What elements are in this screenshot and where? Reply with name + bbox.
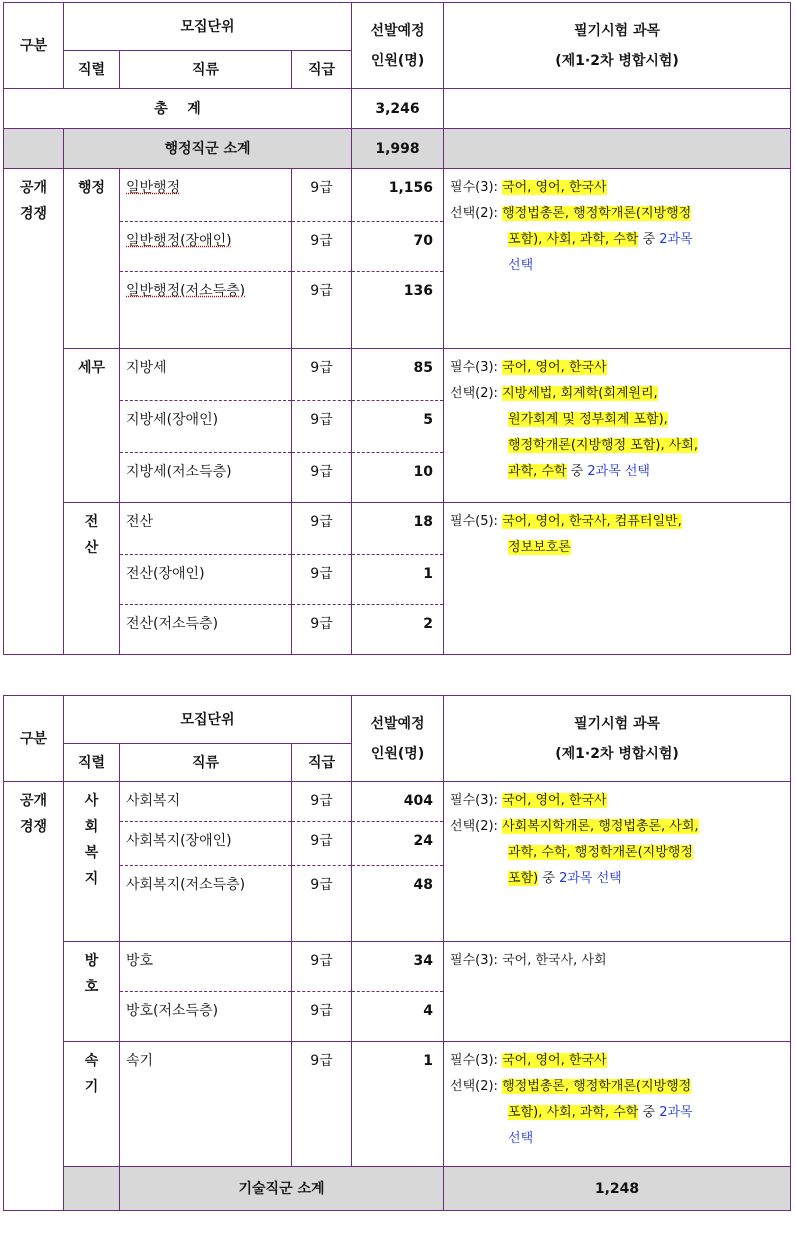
- category-cell: [4, 169, 64, 655]
- required-subjects: 국어, 영어, 한국사: [502, 793, 607, 808]
- total-subject: [444, 89, 791, 129]
- jikryu-cell: 지방세(저소득층): [120, 453, 292, 503]
- jikryu-cell: 전산(저소득층): [120, 605, 292, 655]
- elective-suffix: 중: [638, 1105, 660, 1120]
- jikryu-cell: 지방세: [120, 349, 292, 401]
- recruitment-table-1: [3, 2, 791, 655]
- subject-cell-haengjeong: [444, 169, 791, 349]
- grade-cell: 9급: [292, 503, 352, 555]
- required-label: 필수(3):: [450, 180, 503, 195]
- jikryu-cell: [120, 169, 292, 222]
- jikryu-cell: 사회복지(장애인): [120, 822, 292, 866]
- header-subject-line1: 필기시험 과목: [574, 715, 661, 732]
- grade-cell: 9급: [292, 992, 352, 1042]
- elective-line: 포함), 사회, 과학, 수학: [508, 1105, 639, 1120]
- count-cell: 2: [352, 605, 444, 655]
- grade-cell: 9급: [292, 453, 352, 503]
- grade-cell: 9급: [292, 349, 352, 401]
- elective-tail: 2과목: [659, 232, 693, 247]
- series-haengjeong: 행정: [64, 169, 120, 349]
- header-count: [352, 3, 444, 89]
- elective-label: 선택(2):: [450, 1079, 503, 1094]
- tech-subtotal-label: 기술직군 소계: [120, 1167, 444, 1211]
- elective-suffix: 중: [638, 232, 660, 247]
- series-social-welfare: [64, 782, 120, 942]
- count-cell: 1: [352, 1042, 444, 1167]
- grade-cell: 9급: [292, 555, 352, 605]
- count-cell: 34: [352, 942, 444, 992]
- header-jikgeup: 직급: [292, 51, 352, 89]
- required-label: 필수(3):: [450, 1053, 503, 1068]
- category-line1: 공개: [19, 793, 48, 809]
- required-subjects: 국어, 영어, 한국사, 컴퓨터일반,: [502, 514, 682, 529]
- grade-cell: 9급: [292, 272, 352, 349]
- subject-cell-jeonsan: [444, 503, 791, 655]
- series-char: 사: [84, 793, 99, 809]
- required-label: 필수(5):: [450, 514, 503, 529]
- jikryu-text: 일반행정: [126, 180, 181, 196]
- required-subjects: 국어, 영어, 한국사: [502, 360, 607, 375]
- jikryu-text: 일반행정(장애인): [126, 233, 232, 249]
- required-subjects: 국어, 영어, 한국사: [502, 180, 607, 195]
- header-subject-line2: (제1·2차 병합시험): [555, 52, 679, 69]
- total-count: 3,246: [352, 89, 444, 129]
- elective-tail2: 선택: [508, 258, 534, 273]
- jikryu-cell: 사회복지(저소득층): [120, 866, 292, 942]
- total-label: [4, 89, 352, 129]
- elective-tail2: 선택: [508, 1131, 534, 1146]
- elective-line: 행정법총론, 행정학개론(지방행정: [502, 206, 692, 221]
- count-cell: 70: [352, 222, 444, 272]
- header-mojip-unit: 모집단위: [64, 696, 352, 744]
- header-count-line2: 인원(명): [370, 52, 425, 69]
- tech-subtotal-blank: [64, 1167, 120, 1211]
- grade-cell: 9급: [292, 942, 352, 992]
- header-jikryu: 직류: [120, 51, 292, 89]
- header-subject: [444, 696, 791, 782]
- header-gubun: 구분: [4, 696, 64, 782]
- series-char: 호: [84, 979, 99, 995]
- header-subject-line2: (제1·2차 병합시험): [555, 745, 679, 762]
- header-jikryeol: 직렬: [64, 51, 120, 89]
- jikryu-cell: 지방세(장애인): [120, 401, 292, 453]
- subject-cell-sokgi: [444, 1042, 791, 1167]
- count-cell: 404: [352, 782, 444, 822]
- elective-label: 선택(2):: [450, 819, 503, 834]
- jikryu-cell: 속기: [120, 1042, 292, 1167]
- subject-cell-social-welfare: [444, 782, 791, 942]
- count-cell: 48: [352, 866, 444, 942]
- elective-tail: 2과목 선택: [559, 871, 622, 886]
- jikryu-cell: 사회복지: [120, 782, 292, 822]
- recruitment-table-2: [3, 695, 791, 1211]
- header-count-line2: 인원(명): [370, 745, 425, 762]
- jikryu-cell: 방호(저소득층): [120, 992, 292, 1042]
- count-cell: 85: [352, 349, 444, 401]
- series-semu: 세무: [64, 349, 120, 503]
- elective-tail: 2과목 선택: [587, 464, 650, 479]
- required-label: 필수(3):: [450, 360, 503, 375]
- count-cell: 24: [352, 822, 444, 866]
- elective-label: 선택(2):: [450, 386, 503, 401]
- series-char: 지: [84, 871, 99, 887]
- grade-cell: 9급: [292, 1042, 352, 1167]
- grade-cell: 9급: [292, 222, 352, 272]
- series-char: 방: [84, 953, 99, 969]
- count-cell: 1: [352, 555, 444, 605]
- elective-suffix: 중: [566, 464, 588, 479]
- header-subject-line1: 필기시험 과목: [574, 22, 661, 39]
- header-jikryu: 직류: [120, 744, 292, 782]
- grade-cell: 9급: [292, 822, 352, 866]
- jikryu-cell: [120, 222, 292, 272]
- header-jikryeol: 직렬: [64, 744, 120, 782]
- category-line1: 공개: [19, 180, 48, 196]
- header-count-line1: 선발예정: [370, 22, 425, 39]
- grade-cell: 9급: [292, 866, 352, 942]
- subject-cell-bangho: [444, 942, 791, 1042]
- elective-line: 포함): [508, 871, 539, 886]
- total-label-text: 총 계: [154, 100, 201, 117]
- required-subjects: 국어, 한국사, 사회: [502, 953, 607, 968]
- series-char: 산: [84, 540, 99, 556]
- series-char: 전: [84, 514, 99, 530]
- series-char: 기: [84, 1079, 99, 1095]
- elective-line: 원가회계 및 정부회계 포함),: [508, 412, 668, 427]
- required-label: 필수(3):: [450, 953, 503, 968]
- count-cell: 136: [352, 272, 444, 349]
- count-cell: 5: [352, 401, 444, 453]
- admin-subtotal-label: 행정직군 소계: [64, 129, 352, 169]
- admin-subtotal-subject: [444, 129, 791, 169]
- count-cell: 18: [352, 503, 444, 555]
- elective-line: 포함), 사회, 과학, 수학: [508, 232, 639, 247]
- header-gubun: 구분: [4, 3, 64, 89]
- elective-line: 행정학개론(지방행정 포함), 사회,: [508, 438, 698, 453]
- count-cell: 4: [352, 992, 444, 1042]
- series-jeonsan: [64, 503, 120, 655]
- jikryu-cell: 방호: [120, 942, 292, 992]
- series-char: 속: [84, 1053, 99, 1069]
- elective-line: 과학, 수학, 행정학개론(지방행정: [508, 845, 693, 860]
- header-subject: [444, 3, 791, 89]
- grade-cell: 9급: [292, 782, 352, 822]
- header-mojip-unit: 모집단위: [64, 3, 352, 51]
- required-subjects: 정보보호론: [508, 540, 571, 555]
- elective-line: 과학, 수학: [508, 464, 567, 479]
- elective-label: 선택(2):: [450, 206, 503, 221]
- elective-tail: 2과목: [659, 1105, 693, 1120]
- jikryu-text: 일반행정(저소득층): [126, 283, 246, 299]
- tech-subtotal-count: 1,248: [444, 1167, 791, 1211]
- admin-subtotal-count: 1,998: [352, 129, 444, 169]
- jikryu-cell: 전산: [120, 503, 292, 555]
- header-jikgeup: 직급: [292, 744, 352, 782]
- grade-cell: 9급: [292, 169, 352, 222]
- header-count: [352, 696, 444, 782]
- category-line2: 경쟁: [19, 819, 48, 835]
- elective-line: 지방세법, 회계학(회계원리,: [502, 386, 658, 401]
- jikryu-cell: 전산(장애인): [120, 555, 292, 605]
- elective-line: 사회복지학개론, 행정법총론, 사회,: [502, 819, 699, 834]
- required-label: 필수(3):: [450, 793, 503, 808]
- required-subjects: 국어, 영어, 한국사: [502, 1053, 607, 1068]
- count-cell: 10: [352, 453, 444, 503]
- subject-cell-semu: [444, 349, 791, 503]
- count-cell: 1,156: [352, 169, 444, 222]
- header-count-line1: 선발예정: [370, 715, 425, 732]
- series-banghо: [64, 942, 120, 1042]
- elective-line: 행정법총론, 행정학개론(지방행정: [502, 1079, 692, 1094]
- series-sokgi: [64, 1042, 120, 1167]
- grade-cell: 9급: [292, 605, 352, 655]
- series-char: 복: [84, 845, 99, 861]
- category-line2: 경쟁: [19, 206, 48, 222]
- grade-cell: 9급: [292, 401, 352, 453]
- elective-suffix: 중: [538, 871, 560, 886]
- admin-subtotal-blank: [4, 129, 64, 169]
- category-cell: [4, 782, 64, 1211]
- jikryu-cell: [120, 272, 292, 349]
- series-char: 회: [84, 819, 99, 835]
